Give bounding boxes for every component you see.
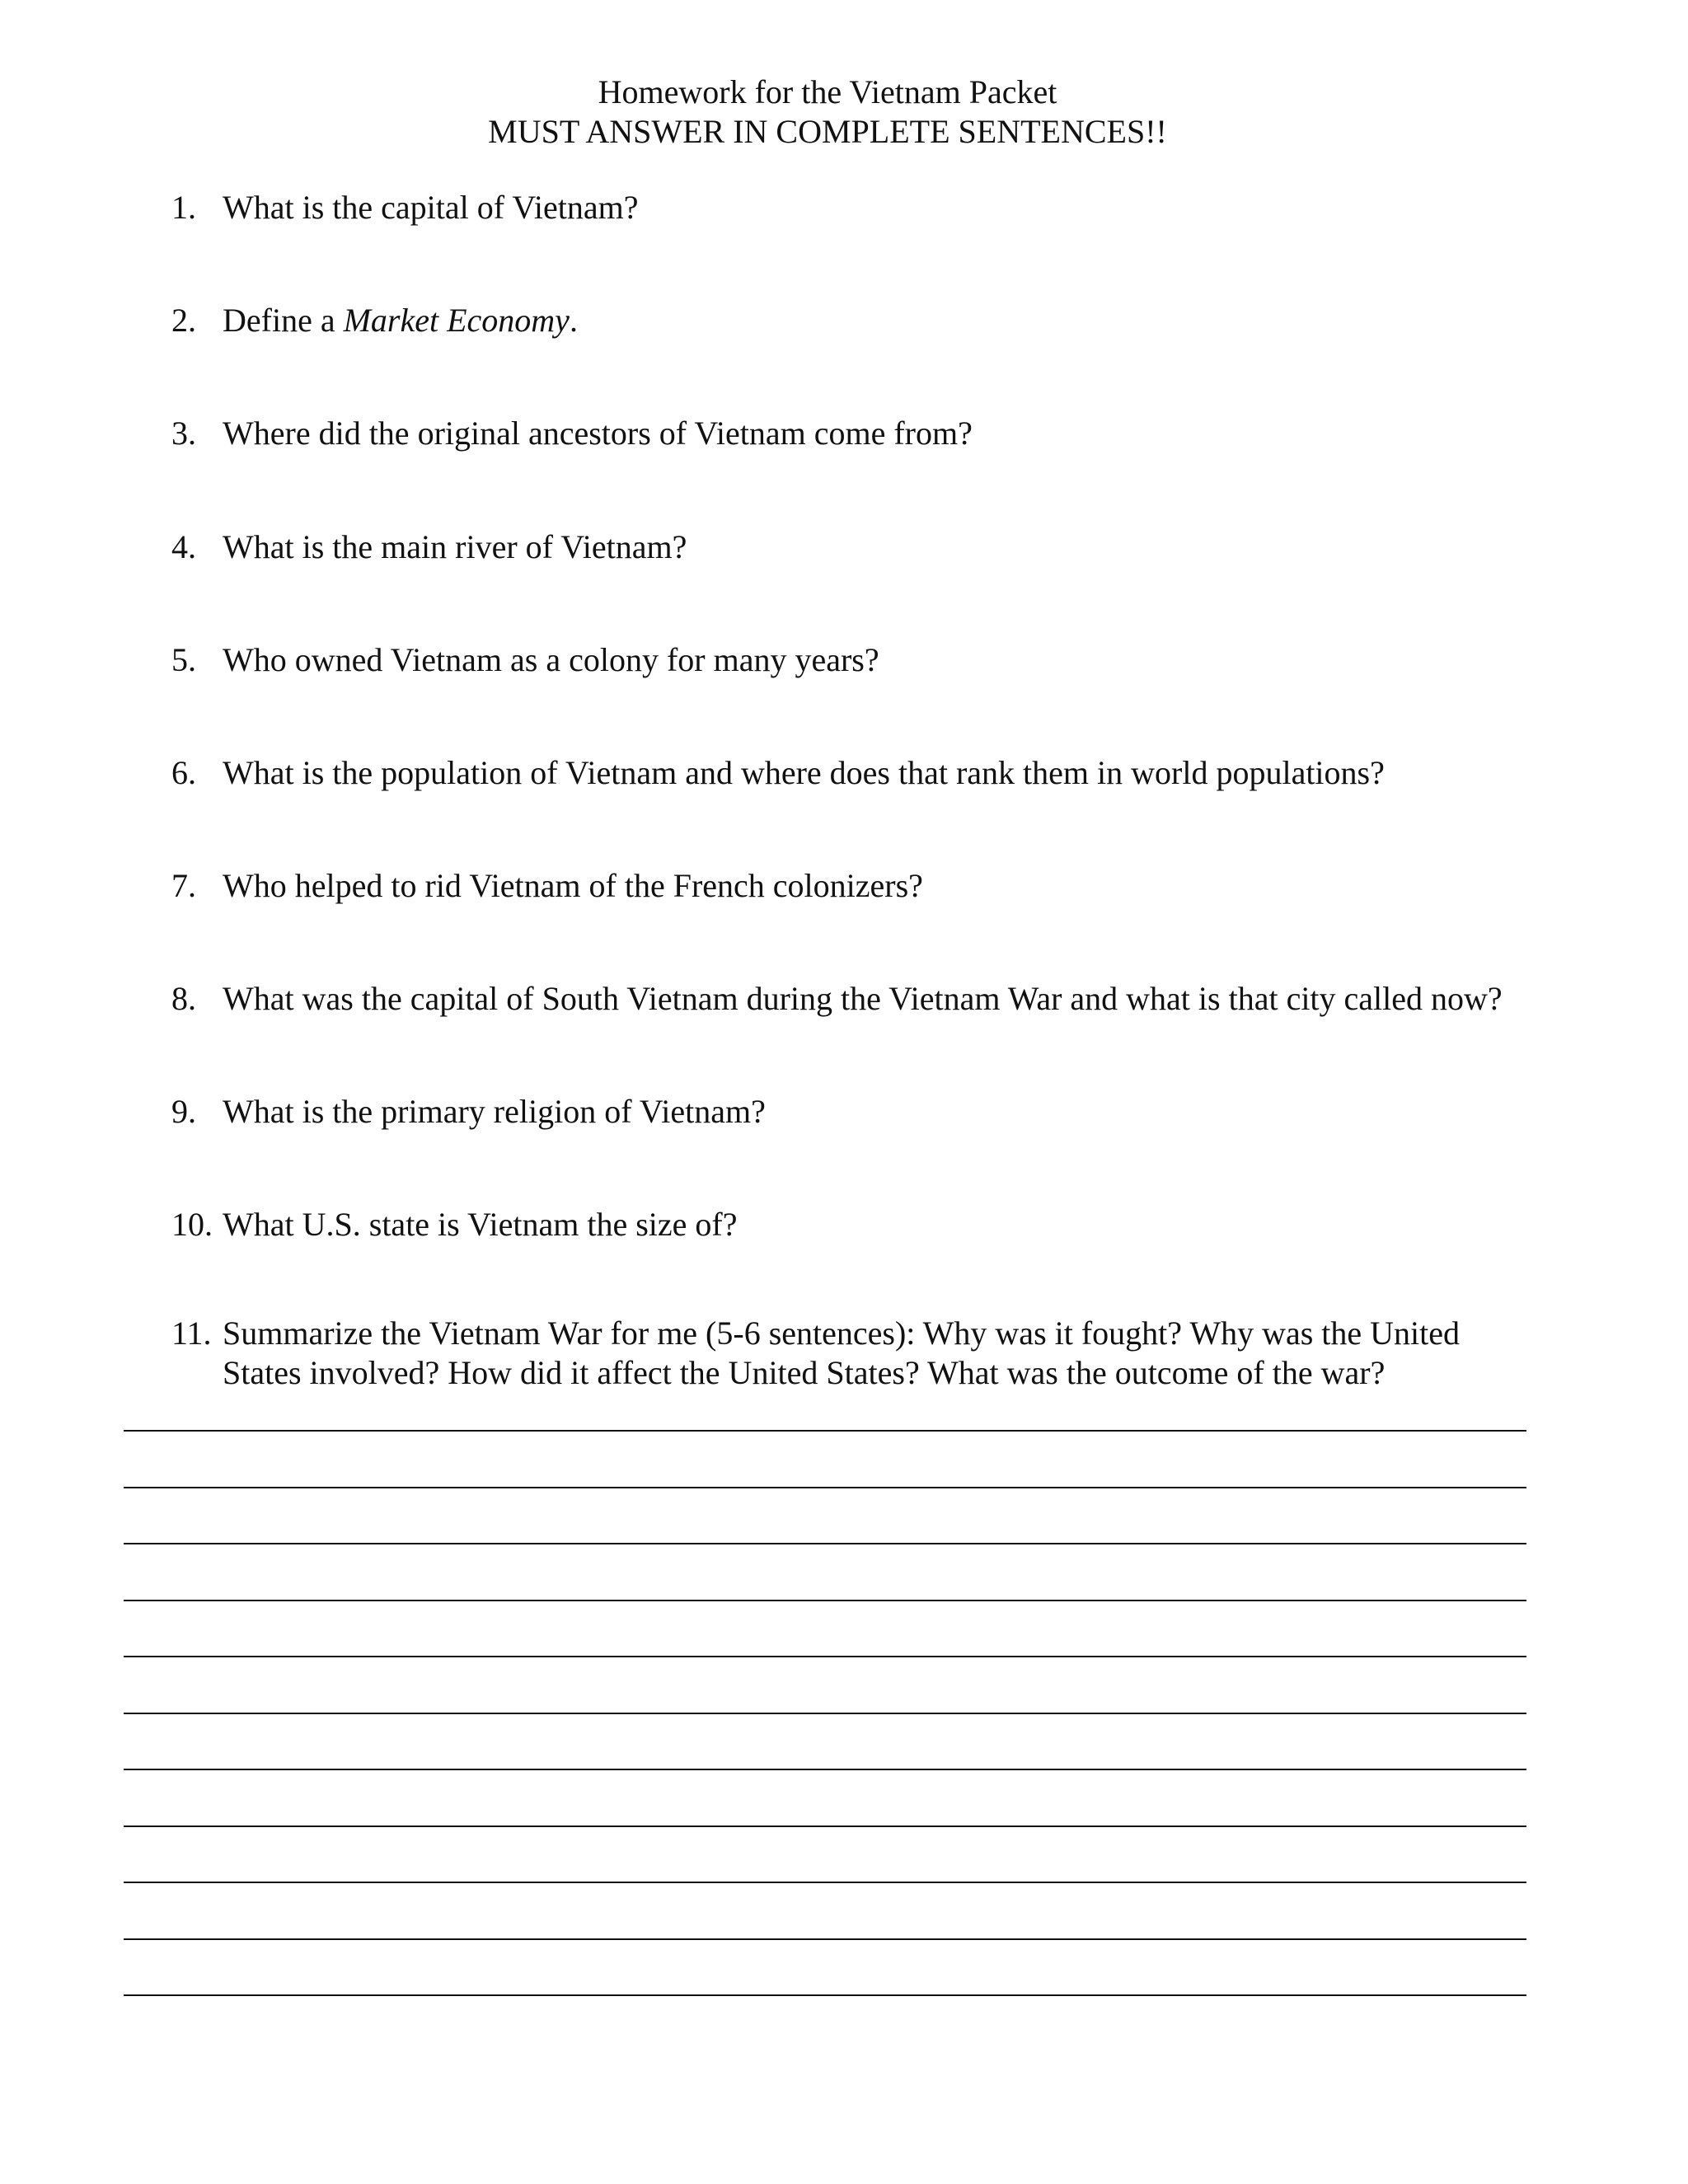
question-text: Where did the original ancestors of Vietnam come from? bbox=[223, 415, 973, 452]
question-text: What U.S. state is Vietnam the size of? bbox=[223, 1206, 738, 1243]
question-7 bbox=[171, 866, 923, 906]
question-text: Who owned Vietnam as a colony for many years? bbox=[223, 641, 879, 678]
question-text: Who helped to rid Vietnam of the French colonizers? bbox=[223, 867, 923, 904]
question-text-period: . bbox=[569, 302, 578, 339]
question-2 bbox=[171, 301, 578, 340]
answer-line[interactable] bbox=[124, 1882, 1526, 1883]
question-text-plain: Define a bbox=[223, 302, 344, 339]
question-text: What is the primary religion of Vietnam? bbox=[223, 1093, 766, 1130]
question-number: 2. bbox=[171, 302, 196, 339]
question-number: 9. bbox=[171, 1093, 196, 1130]
question-6 bbox=[171, 753, 1385, 793]
question-term-italic: Market Economy bbox=[343, 302, 570, 339]
question-number: 11. bbox=[171, 1315, 212, 1352]
question-text: What is the main river of Vietnam? bbox=[223, 528, 687, 565]
question-text: What was the capital of South Vietnam during the Vietnam War and what is that city called now? bbox=[223, 980, 1503, 1017]
worksheet-instructions: MUST ANSWER IN COMPLETE SENTENCES!! bbox=[488, 113, 1167, 150]
answer-line[interactable] bbox=[124, 1938, 1526, 1940]
question-text: What is the capital of Vietnam? bbox=[223, 189, 639, 226]
question-number: 6. bbox=[171, 754, 196, 791]
worksheet-title: Homework for the Vietnam Packet bbox=[598, 73, 1057, 110]
answer-line[interactable] bbox=[124, 1713, 1526, 1714]
question-8 bbox=[171, 979, 1503, 1019]
worksheet-header bbox=[0, 73, 1655, 152]
answer-line[interactable] bbox=[124, 1430, 1526, 1432]
question-number: 3. bbox=[171, 415, 196, 452]
question-text: Summarize the Vietnam War for me (5-6 sentences): Why was it fought? Why was the United States involved? How did it affect the United States? What was the outcome of the war? bbox=[223, 1315, 1461, 1391]
answer-line[interactable] bbox=[124, 1656, 1526, 1657]
question-text bbox=[223, 302, 578, 339]
question-number: 8. bbox=[171, 980, 196, 1017]
question-10 bbox=[171, 1205, 737, 1244]
question-number: 10. bbox=[171, 1206, 213, 1243]
answer-line[interactable] bbox=[124, 1543, 1526, 1544]
question-text: What is the population of Vietnam and where does that rank them in world populations? bbox=[223, 754, 1385, 791]
answer-line[interactable] bbox=[124, 1994, 1526, 1996]
question-number: 5. bbox=[171, 641, 196, 678]
question-3 bbox=[171, 414, 973, 453]
question-number: 7. bbox=[171, 867, 196, 904]
question-5 bbox=[171, 640, 879, 680]
question-1 bbox=[171, 188, 638, 227]
answer-line[interactable] bbox=[124, 1769, 1526, 1770]
question-4 bbox=[171, 527, 687, 567]
answer-line[interactable] bbox=[124, 1825, 1526, 1827]
question-number: 4. bbox=[171, 528, 196, 565]
question-9 bbox=[171, 1092, 766, 1132]
answer-line[interactable] bbox=[124, 1487, 1526, 1488]
answer-line[interactable] bbox=[124, 1600, 1526, 1601]
question-number: 1. bbox=[171, 189, 196, 226]
